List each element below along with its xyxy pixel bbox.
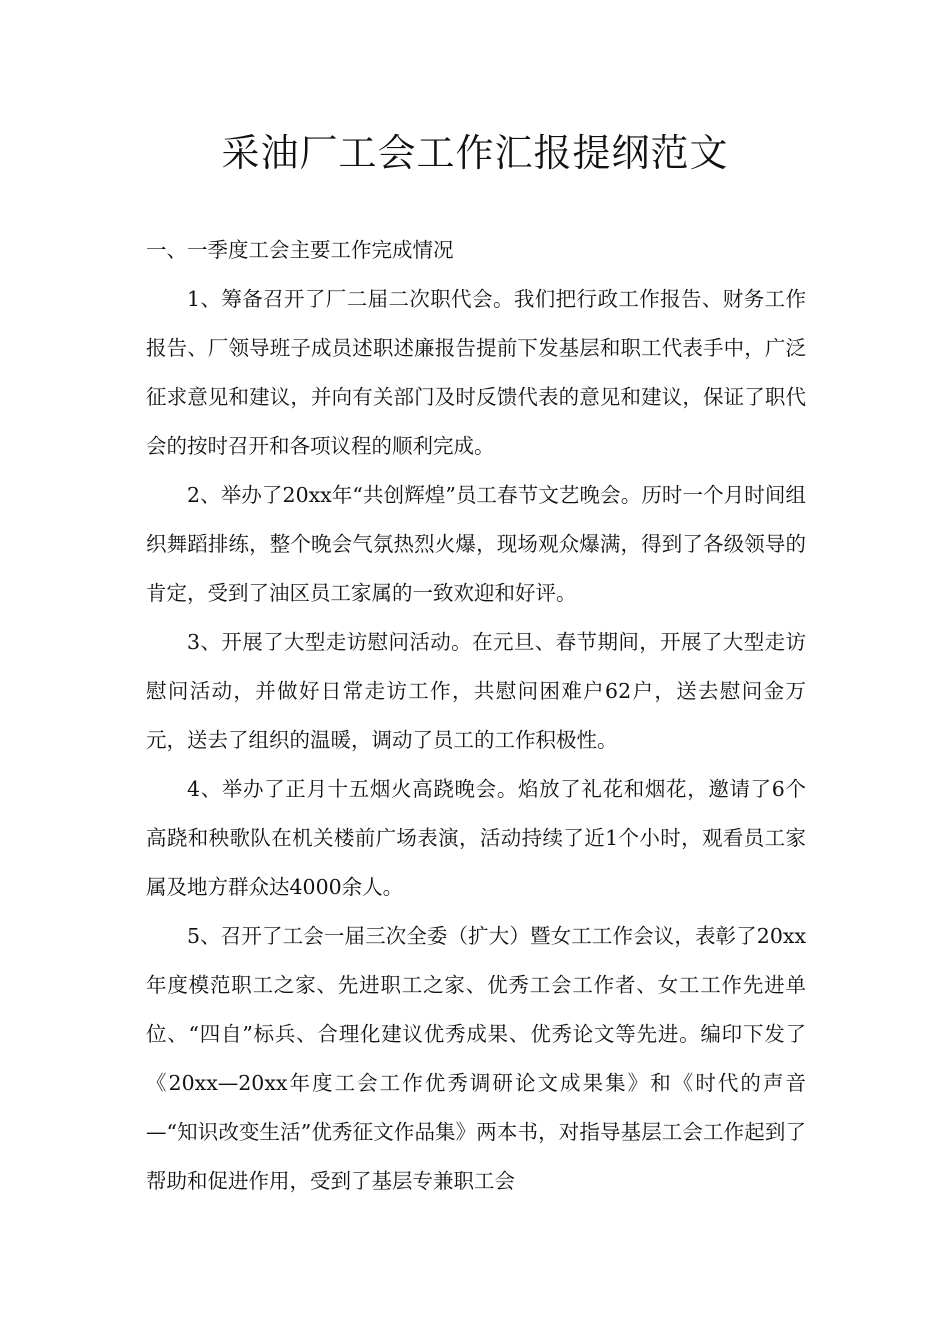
document-body <box>146 226 806 1206</box>
paragraph-1: 1、筹备召开了厂二届二次职代会。我们把行政工作报告、财务工作报告、厂领导班子成员述职述廉报告提前下发基层和职工代表手中，广泛征求意见和建议，并向有关部门及时反馈代表的意见和建议，保证了职代会的按时召开和各项议程的顺利完成。 <box>146 287 806 458</box>
paragraph-4: 4、举办了正月十五烟火高跷晚会。焰放了礼花和烟花，邀请了6个高跷和秧歌队在机关楼前广场表演，活动持续了近1个小时，观看员工家属及地方群众达4000余人。 <box>146 777 806 899</box>
paragraph-2: 2、举办了20xx年“共创辉煌”员工春节文艺晚会。历时一个月时间组织舞蹈排练，整个晚会气氛热烈火爆，现场观众爆满，得到了各级领导的肯定，受到了油区员工家属的一致欢迎和好评。 <box>146 483 806 605</box>
document-title: 采油厂工会工作汇报提纲范文 <box>221 131 729 175</box>
section-heading: 一、一季度工会主要工作完成情况 <box>146 238 454 262</box>
paragraph-5: 5、召开了工会一届三次全委（扩大）暨女工工作会议，表彰了20xx年度模范职工之家、先进职工之家、优秀工会工作者、女工工作先进单位、“四自”标兵、合理化建议优秀成果、优秀论文等先进。编印下发了《20xx—20xx年度工会工作优秀调研论文成果集》和《时代的声音—“知识改变生活”优秀征文作品集》两本书，对指导基层工会工作起到了帮助和促进作用，受到了基层专兼职工会 <box>146 924 806 1193</box>
paragraph-3: 3、开展了大型走访慰问活动。在元旦、春节期间，开展了大型走访慰问活动，并做好日常走访工作，共慰问困难户62户，送去慰问金万元，送去了组织的温暖，调动了员工的工作积极性。 <box>146 630 806 752</box>
